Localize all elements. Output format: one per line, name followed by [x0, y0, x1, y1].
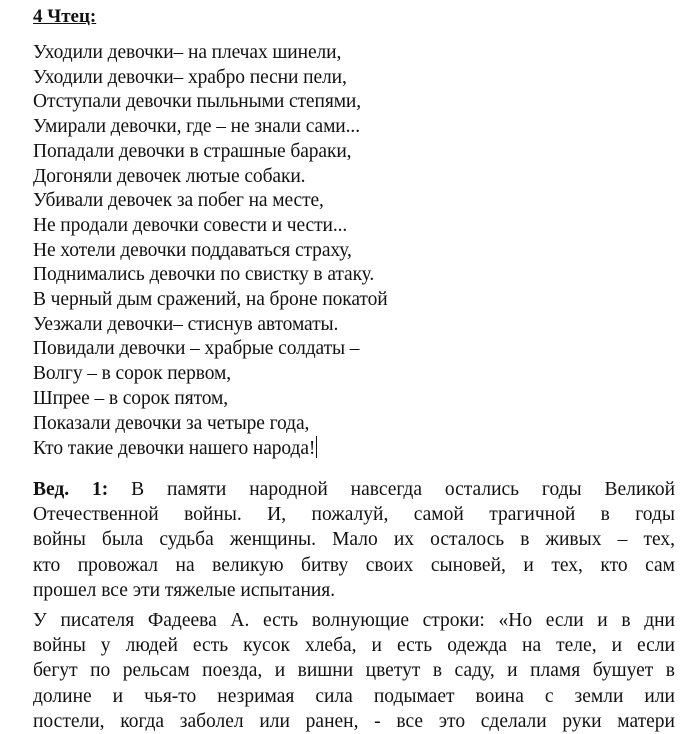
- poem-line: Догоняли девочек лютые собаки.: [33, 165, 306, 187]
- poem-line: Попадали девочки в страшные бараки,: [33, 140, 352, 162]
- poem-line: Кто такие девочки нашего народа!: [33, 436, 388, 462]
- paragraph-line: войны у людей есть кусок хлеба, и есть одежда на теле, и если: [33, 635, 675, 657]
- poem-line: Шпрее – в сорок пятом,: [33, 387, 229, 409]
- quote-paragraph: [33, 608, 675, 734]
- paragraph-line: У писателя Фадеева А. есть волнующие строки: «Но если и в дни: [33, 610, 675, 631]
- paragraph-line: долине и чья-то незримая сила подымает воина с земли или: [33, 685, 675, 707]
- poem-line: Не продали девочки совести и чести...: [33, 214, 348, 236]
- poem-line: Убивали девочек за побег на месте,: [33, 190, 324, 212]
- poem-line: Показали девочки за четыре года,: [33, 412, 310, 434]
- poem-line: Умирали девочки, где – не знали сами...: [33, 116, 360, 138]
- poem-line: Не хотели девочки поддаваться страху,: [33, 239, 352, 261]
- paragraph-line: кто провожал на великую битву своих сыновей, и тех, кто сам: [33, 554, 675, 576]
- presenter-paragraph: [33, 477, 675, 603]
- poem-line: В черный дым сражений, на броне покатой: [33, 289, 388, 311]
- poem-line: Поднимались девочки по свистку в атаку.: [33, 264, 375, 286]
- poem-line: Повидали девочки – храбрые солдаты –: [33, 338, 360, 360]
- paragraph-text: В памяти народной навсегда остались годы Великой: [131, 479, 676, 500]
- poem: [33, 41, 388, 462]
- poem-line: Отступали девочки пыльными степями,: [33, 91, 362, 113]
- paragraph-line: прошел все эти тяжелые испытания.: [33, 579, 336, 601]
- poem-line: Волгу – в сорок первом,: [33, 363, 232, 385]
- reader-heading: 4 Чтец:: [33, 6, 97, 27]
- speaker-label: Вед. 1:: [33, 479, 109, 500]
- paragraph-line: Отечественной войны. И, пожалуй, самой трагичной в годы: [33, 504, 675, 526]
- paragraph-line: бегут по рельсам поезда, и вишни цветут в саду, и пламя бушует в: [33, 660, 675, 682]
- paragraph-line: [33, 477, 675, 502]
- poem-line: Уходили девочки– на плечах шинели,: [33, 42, 342, 63]
- paragraph-line: постели, когда заболел или ранен, - все это сделали руки матери: [33, 710, 675, 732]
- poem-line: Уезжали девочки– стиснув автоматы.: [33, 313, 339, 335]
- poem-line: Уходили девочки– храбро песни пели,: [33, 66, 347, 88]
- paragraph-line: войны была судьба женщины. Мало их осталось в живых – тех,: [33, 529, 675, 551]
